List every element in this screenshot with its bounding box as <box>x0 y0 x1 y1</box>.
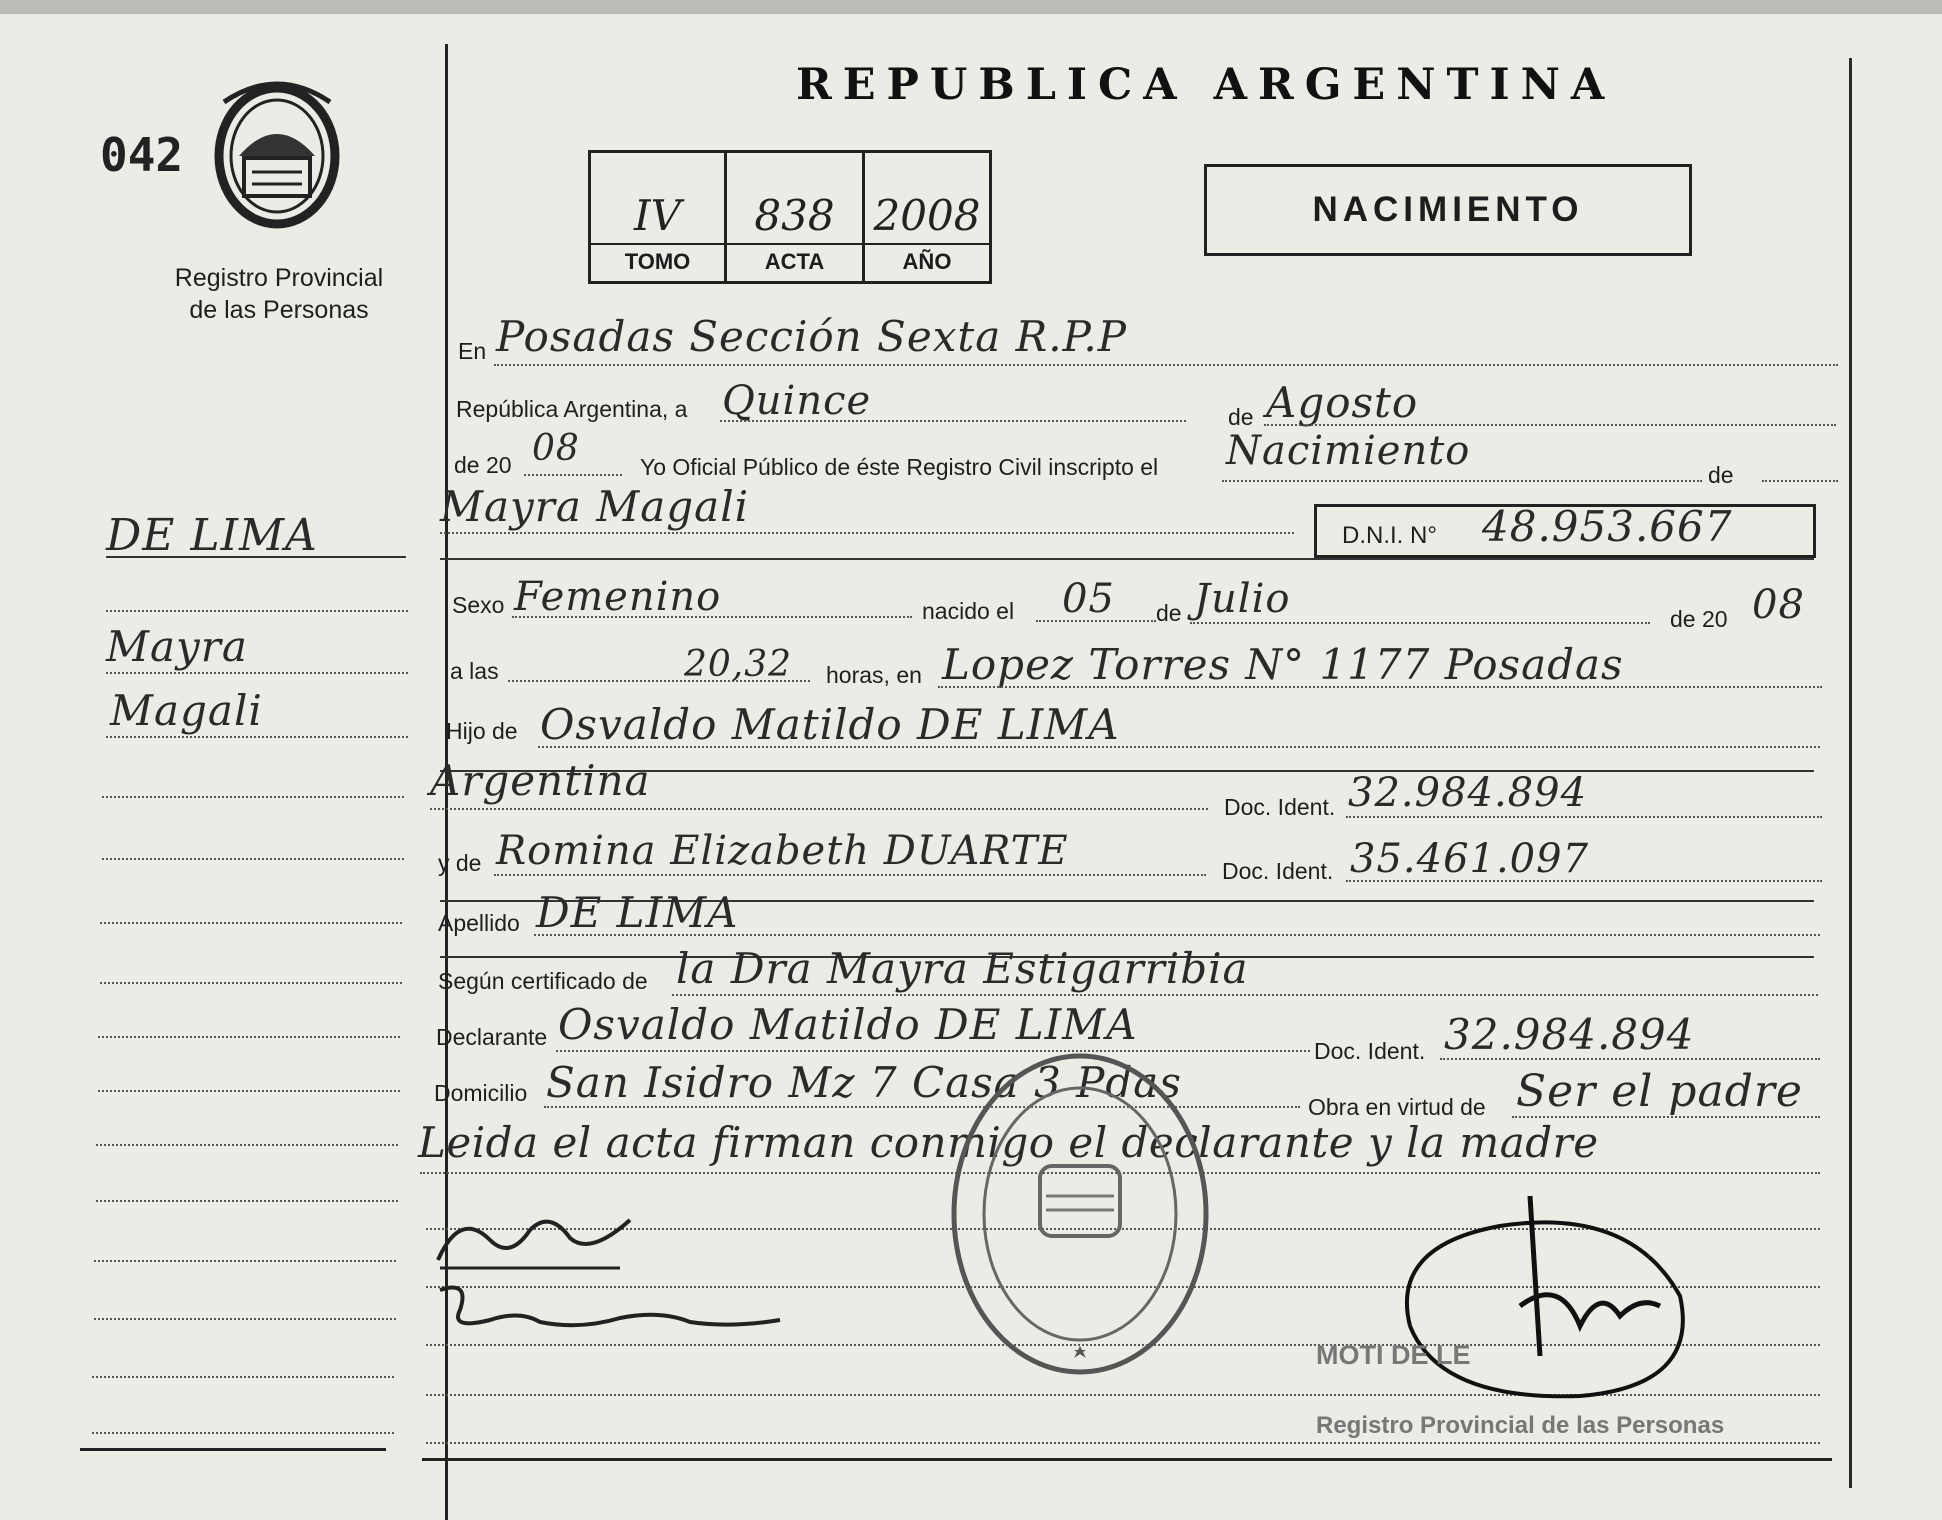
margin-line <box>98 1036 400 1038</box>
value-father: Osvaldo Matildo DE LIMA <box>540 700 1120 749</box>
value-domicilio: San Isidro Mz 7 Casa 3 Pdas <box>546 1058 1182 1107</box>
form-line <box>534 934 1820 936</box>
margin-given-name-1: Mayra <box>106 622 248 671</box>
form-line <box>1440 1058 1820 1060</box>
label-segun: Según certificado de <box>438 968 648 994</box>
label-de-20: de 20 <box>454 452 512 478</box>
value-place: Posadas Sección Sexta R.P.P <box>496 312 1127 361</box>
label-en: En <box>458 338 487 364</box>
form-line <box>538 746 1820 748</box>
label-doc-ident-2: Doc. Ident. <box>1222 858 1334 884</box>
value-mother-doc: 35.461.097 <box>1350 836 1590 882</box>
anio-label: AÑO <box>902 249 952 274</box>
value-birth-day: 05 <box>1062 576 1115 622</box>
form-line <box>672 994 1818 996</box>
margin-line <box>92 1432 394 1434</box>
value-obra: Ser el padre <box>1516 1066 1803 1117</box>
form-number: 042 <box>100 128 184 182</box>
acta-label: ACTA <box>764 249 825 274</box>
form-line <box>494 874 1206 876</box>
tomo-value: IV <box>634 191 681 240</box>
margin-given-name-2: Magali <box>110 686 263 735</box>
official-round-stamp-icon <box>946 1046 1214 1382</box>
value-closing: Leida el acta firman conmigo el declarante y la madre <box>418 1118 1599 1167</box>
official-stamp-name: MOTI DE LE <box>1316 1340 1471 1370</box>
margin-line <box>106 736 408 738</box>
label-oficial: Yo Oficial Público de éste Registro Civil inscripto el <box>640 454 1159 480</box>
label-dni: D.N.I. N° <box>1342 522 1437 549</box>
label-y-de: y de <box>438 850 482 876</box>
label-declarante: Declarante <box>436 1024 548 1050</box>
label-de-20b: de 20 <box>1670 606 1728 632</box>
right-border <box>1849 58 1852 1488</box>
margin-line <box>94 1260 396 1262</box>
value-birth-year: 08 <box>1752 582 1805 628</box>
value-sexo: Femenino <box>514 574 722 620</box>
value-father-nationality: Argentina <box>430 756 651 805</box>
form-line <box>1264 424 1836 426</box>
margin-surname: DE LIMA <box>106 510 318 561</box>
form-line <box>440 558 1814 560</box>
margin-bottom-rule <box>80 1448 386 1451</box>
mother-signature-icon <box>430 1270 790 1350</box>
margin-line <box>96 1144 398 1146</box>
margin-line <box>92 1376 394 1378</box>
tomo-label: TOMO <box>624 249 691 274</box>
tomo-cell <box>591 153 727 281</box>
acta-cell <box>727 153 865 281</box>
form-line <box>1190 622 1650 624</box>
label-nacido: nacido el <box>922 598 1015 624</box>
value-declarante: Osvaldo Matildo DE LIMA <box>558 1000 1138 1049</box>
provincial-seal-icon <box>204 72 350 232</box>
registry-name: Registro Provincial de las Personas <box>174 264 384 324</box>
label-hijo: Hijo de <box>446 718 518 744</box>
form-line <box>430 808 1208 810</box>
margin-line <box>106 556 406 558</box>
margin-line <box>96 1200 398 1202</box>
label-sexo: Sexo <box>452 592 505 618</box>
label-doc-ident-3: Doc. Ident. <box>1314 1038 1426 1064</box>
value-mother: Romina Elizabeth DUARTE <box>496 828 1069 874</box>
form-line <box>512 616 912 618</box>
margin-line <box>100 922 402 924</box>
value-apellido: DE LIMA <box>536 888 739 937</box>
form-line <box>494 364 1838 366</box>
form-line <box>720 420 1186 422</box>
form-line <box>524 474 622 476</box>
margin-line <box>102 858 404 860</box>
declarant-signature-icon <box>430 1200 640 1280</box>
margin-line <box>106 672 408 674</box>
margin-line <box>94 1318 396 1320</box>
value-day: Quince <box>722 378 872 424</box>
value-segun: la Dra Mayra Estigarribia <box>676 944 1249 993</box>
official-signature-icon <box>1380 1186 1710 1406</box>
acta-value: 838 <box>754 191 835 240</box>
anio-value: 2008 <box>873 191 981 240</box>
official-stamp-registry: Registro Provincial de las Personas <box>1316 1412 1725 1439</box>
margin-line <box>98 1090 400 1092</box>
record-type: NACIMIENTO <box>1204 164 1692 256</box>
label-de: de <box>1228 404 1254 430</box>
bottom-rule <box>422 1458 1832 1461</box>
label-a-las: a las <box>450 658 499 684</box>
form-line <box>1346 816 1822 818</box>
value-dni: 48.953.667 <box>1482 502 1733 551</box>
top-edge <box>0 0 1942 14</box>
label-doc-ident-1: Doc. Ident. <box>1224 794 1336 820</box>
margin-line <box>102 796 404 798</box>
form-line <box>1762 480 1838 482</box>
anio-cell <box>865 153 989 281</box>
value-year: 08 <box>532 428 580 469</box>
signature-line <box>426 1442 1820 1444</box>
form-line <box>1036 620 1156 622</box>
margin-line <box>100 982 402 984</box>
label-de-end: de <box>1708 462 1734 488</box>
label-obra: Obra en virtud de <box>1308 1094 1486 1120</box>
value-birth-month: Julio <box>1194 576 1291 622</box>
form-line <box>1346 880 1822 882</box>
value-hour: 20,32 <box>684 644 793 685</box>
value-father-doc: 32.984.894 <box>1348 770 1588 816</box>
record-reference-box <box>588 150 992 284</box>
value-inscripto: Nacimiento <box>1226 428 1471 474</box>
value-month: Agosto <box>1266 378 1419 427</box>
label-horas: horas, en <box>826 662 922 688</box>
label-domicilio: Domicilio <box>434 1080 528 1106</box>
value-name: Mayra Magali <box>440 482 750 531</box>
box-divider <box>591 243 989 245</box>
label-apellido: Apellido <box>438 910 520 936</box>
value-birth-place: Lopez Torres N° 1177 Posadas <box>942 640 1624 689</box>
form-line <box>938 686 1822 688</box>
label-de-mes: de <box>1156 600 1182 626</box>
value-declarante-doc: 32.984.894 <box>1444 1010 1695 1059</box>
form-line <box>440 532 1294 534</box>
margin-line <box>106 610 408 612</box>
label-republica: República Argentina, a <box>456 396 688 422</box>
country-title: REPUBLICA ARGENTINA <box>796 60 1616 110</box>
form-line <box>1222 480 1702 482</box>
